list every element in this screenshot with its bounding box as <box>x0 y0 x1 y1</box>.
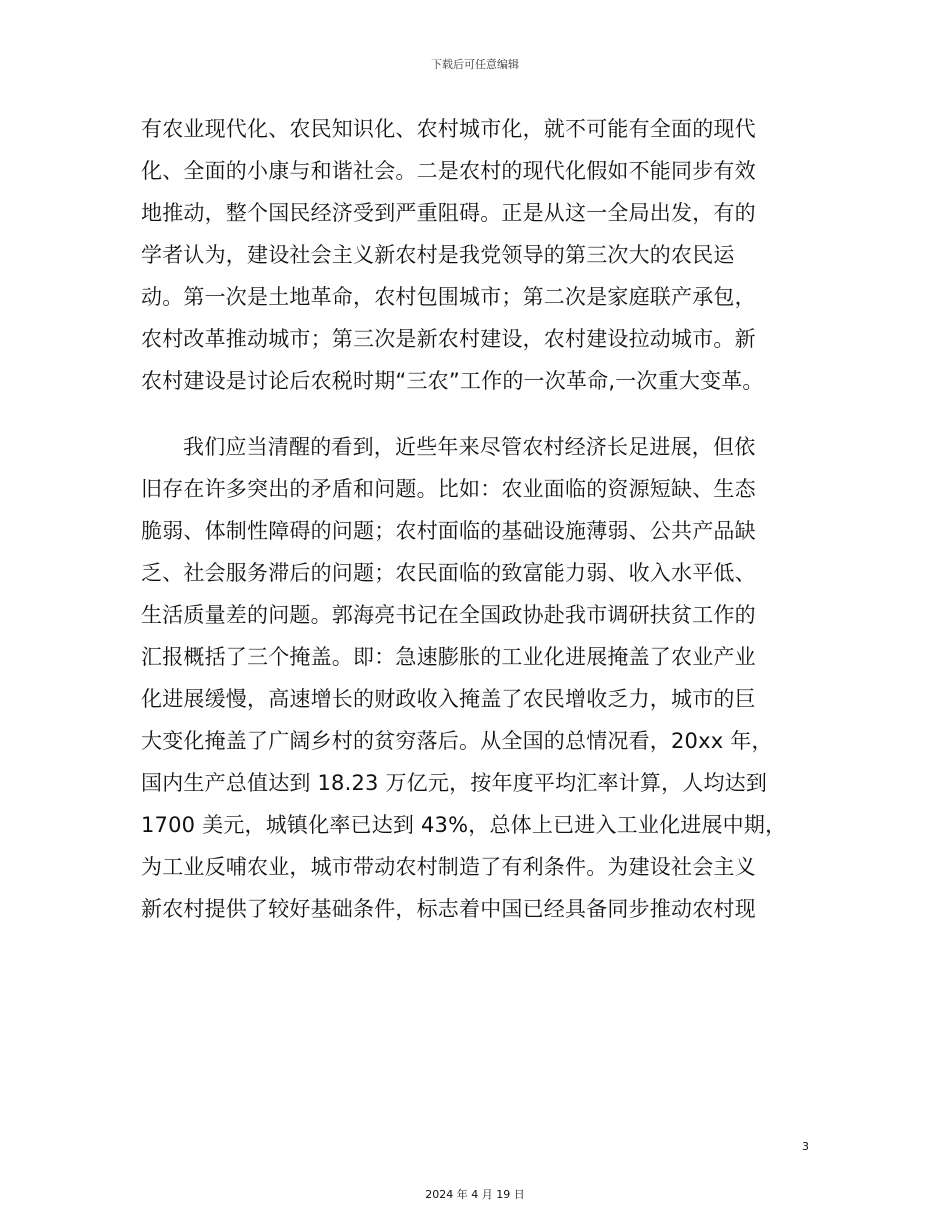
text-line: 农村建设是讨论后农税时期“三农”工作的一次革命,一次重大变革。 <box>141 369 764 393</box>
text-line: 农村改革推动城市；第三次是新农村建设，农村建设拉动城市。新 <box>141 327 756 351</box>
paragraph-gap <box>141 402 801 426</box>
text-line: 脆弱、体制性障碍的问题；农村面临的基础设施薄弱、公共产品缺 <box>141 519 756 543</box>
header-note: 下载后可任意编辑 <box>431 58 519 71</box>
text-line: 1700 美元，城镇化率已达到 43%，总体上已进入工业化进展中期， <box>141 813 787 837</box>
text-line: 新农村提供了较好基础条件，标志着中国已经具备同步推动农村现 <box>141 897 756 921</box>
text-line: 乏、社会服务滞后的问题；农民面临的致富能力弱、收入水平低、 <box>141 561 756 585</box>
text-line: 旧存在许多突出的矛盾和问题。比如：农业面临的资源短缺、生态 <box>141 477 756 501</box>
text-line: 为工业反哺农业，城市带动农村制造了有利条件。为建设社会主义 <box>141 855 756 879</box>
page-number: 3 <box>802 1140 809 1153</box>
text-line: 国内生产总值达到 18.23 万亿元，按年度平均汇率计算，人均达到 <box>141 771 768 795</box>
text-line: 化、全面的小康与和谐社会。二是农村的现代化假如不能同步有效 <box>141 159 756 183</box>
text-line: 我们应当清醒的看到，近些年来尽管农村经济长足进展，但依 <box>183 435 756 459</box>
text-line: 学者认为，建设社会主义新农村是我党领导的第三次大的农民运 <box>141 243 735 267</box>
text-line: 化进展缓慢，高速增长的财政收入掩盖了农民增收乏力，城市的巨 <box>141 687 756 711</box>
text-line: 大变化掩盖了广阔乡村的贫穷落后。从全国的总情况看，20xx 年， <box>141 729 773 753</box>
footer-date: 2024 年 4 月 19 日 <box>425 1188 525 1201</box>
text-line: 动。第一次是土地革命，农村包围城市；第二次是家庭联产承包， <box>141 285 756 309</box>
text-line: 汇报概括了三个掩盖。即：急速膨胀的工业化进展掩盖了农业产业 <box>141 645 756 669</box>
text-line: 有农业现代化、农民知识化、农村城市化，就不可能有全面的现代 <box>141 117 756 141</box>
paragraph-2 <box>141 426 801 1014</box>
text-line <box>141 972 801 1014</box>
text-line: 地推动，整个国民经济受到严重阻碍。正是从这一全局出发，有的 <box>141 201 756 225</box>
text-line: 生活质量差的问题。郭海亮书记在全国政协赴我市调研扶贫工作的 <box>141 603 756 627</box>
paragraph-1 <box>141 108 801 402</box>
text-line <box>141 930 801 972</box>
document-body <box>141 108 801 1014</box>
